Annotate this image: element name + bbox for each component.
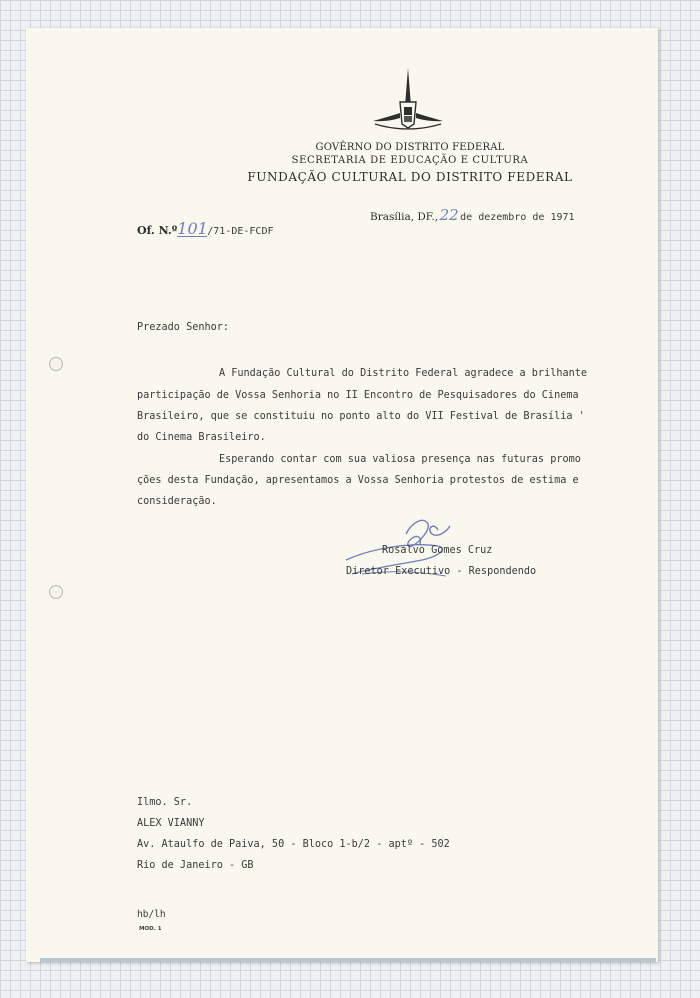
punch-hole-top bbox=[49, 357, 63, 371]
letterhead-government: GOVÊRNO DO DISTRITO FEDERAL bbox=[315, 142, 505, 153]
signatory-title: Diretor Executivo - Respondendo bbox=[346, 566, 537, 577]
salutation: Prezado Senhor: bbox=[137, 322, 230, 333]
form-code: MOD. 1 bbox=[139, 926, 162, 932]
paper-edge bbox=[40, 958, 656, 962]
letter-paper bbox=[26, 28, 658, 962]
signatory-name: Rosalvo Gomes Cruz bbox=[382, 545, 493, 556]
letterhead-secretariat: SECRETARIA DE EDUCAÇÃO E CULTURA bbox=[291, 155, 529, 166]
date-place: Brasília, DF., bbox=[370, 211, 439, 223]
reference-number-handwritten: 101 bbox=[177, 219, 208, 238]
punch-hole-bottom bbox=[49, 585, 63, 599]
recipient-salutation: Ilmo. Sr. bbox=[137, 797, 193, 808]
body-line: ções desta Fundação, apresentamos a Vossa Senhoria protestos de estima e bbox=[137, 475, 579, 486]
body-line: Esperando contar com sua valiosa presença nas futuras promo bbox=[219, 454, 581, 465]
body-line: A Fundação Cultural do Distrito Federal agradece a brilhante bbox=[219, 368, 588, 379]
recipient-city: Rio de Janeiro - GB bbox=[137, 860, 254, 871]
reference-suffix: /71-DE-FCDF bbox=[207, 226, 274, 237]
recipient-name: ALEX VIANNY bbox=[137, 818, 205, 829]
date-day-handwritten: 22 bbox=[439, 206, 459, 224]
letterhead-foundation: FUNDAÇÃO CULTURAL DO DISTRITO FEDERAL bbox=[247, 170, 573, 184]
body-line: do Cinema Brasileiro. bbox=[137, 432, 266, 443]
office-reference bbox=[137, 219, 274, 238]
body-line: Brasileiro, que se constituiu no ponto alto do VII Festival de Brasília ' bbox=[137, 411, 585, 422]
recipient-address: Av. Ataulfo de Paiva, 50 - Bloco 1-b/2 - aptº - 502 bbox=[137, 839, 450, 850]
brasilia-crest-icon bbox=[371, 66, 445, 138]
body-line: consideração. bbox=[137, 496, 217, 507]
letter-date bbox=[370, 206, 575, 224]
date-month-year: de dezembro de 1971 bbox=[460, 212, 575, 223]
body-line: participação de Vossa Senhoria no II Encontro de Pesquisadores do Cinema bbox=[137, 390, 579, 401]
reference-label: Of. N.º bbox=[137, 224, 178, 237]
typist-initials: hb/lh bbox=[137, 909, 166, 920]
